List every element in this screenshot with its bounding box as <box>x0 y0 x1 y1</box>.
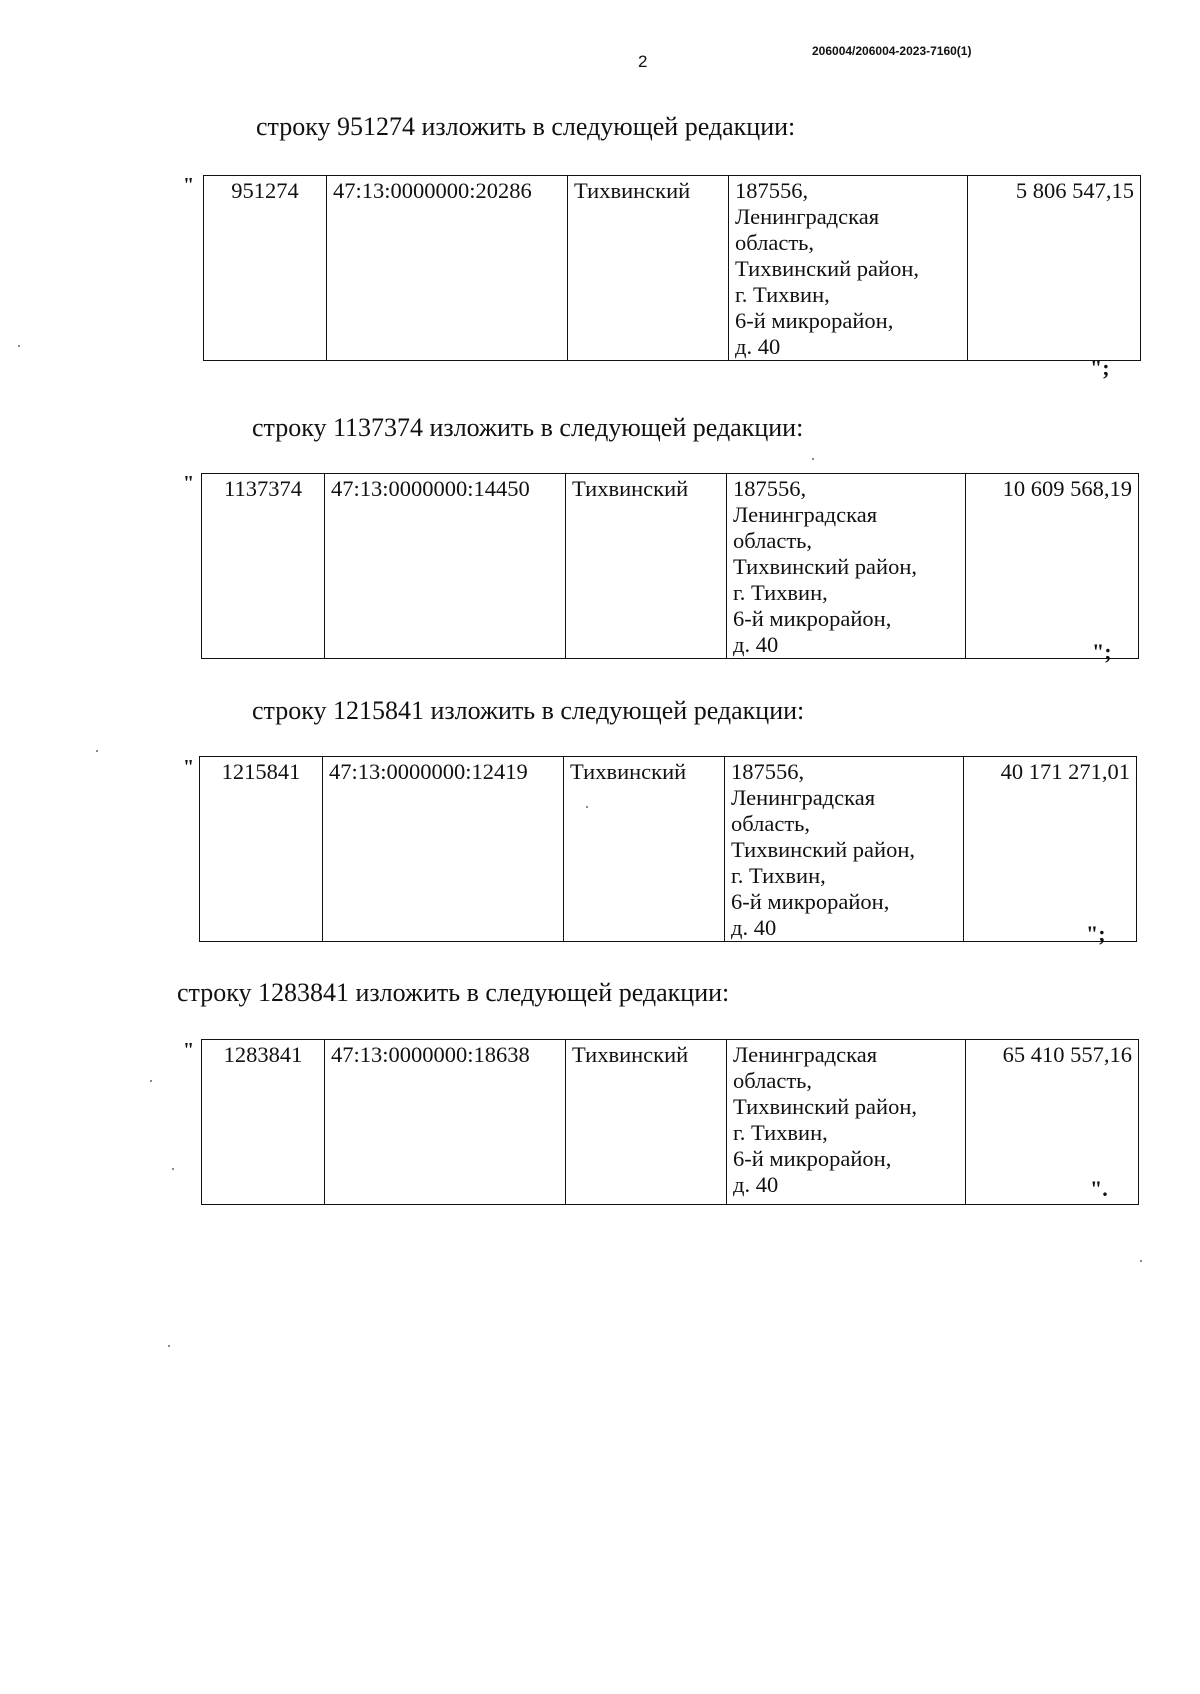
address-cell <box>727 474 966 659</box>
address-line: Ленинградская <box>733 1042 878 1067</box>
scan-speck <box>150 1080 152 1082</box>
address-line: 187556, <box>733 476 807 501</box>
address-line: г. Тихвин, <box>733 1120 828 1145</box>
address-line: 6-й микрорайон, <box>735 308 894 333</box>
open-quote: " <box>183 756 195 778</box>
address-line: Ленинградская <box>731 785 876 810</box>
address-line: г. Тихвин, <box>735 282 830 307</box>
address-line: 187556, <box>731 759 805 784</box>
section-intro: строку 1215841 изложить в следующей редакции: <box>252 696 805 725</box>
close-quote: "; <box>1086 921 1106 946</box>
table-row <box>202 474 1139 659</box>
close-quote: "; <box>1092 639 1112 664</box>
address-cell <box>725 757 964 942</box>
district-cell: Тихвинский <box>566 1040 727 1205</box>
address-line: область, <box>733 1068 813 1093</box>
scan-speck <box>18 345 20 347</box>
address-line: г. Тихвин, <box>731 863 826 888</box>
address-line: область, <box>731 811 811 836</box>
address-line: д. 40 <box>733 1172 779 1197</box>
cadastral-number-cell: 47:13:0000000:18638 <box>325 1040 566 1205</box>
register-table <box>203 175 1141 361</box>
cadastral-number-cell: 47:13:0000000:14450 <box>325 474 566 659</box>
open-quote: " <box>183 174 195 196</box>
close-quote: "; <box>1090 355 1110 380</box>
cadastral-value-cell: 10 609 568,19 <box>966 474 1139 659</box>
address-line: Ленинградская <box>735 204 880 229</box>
address-line: 6-й микрорайон, <box>733 1146 892 1171</box>
district-cell: Тихвинский <box>564 757 725 942</box>
section-intro: строку 1137374 изложить в следующей редакции: <box>252 413 804 442</box>
table-row <box>204 176 1141 361</box>
address-line: 187556, <box>735 178 809 203</box>
scan-speck <box>96 750 98 752</box>
row-number-cell: 951274 <box>204 176 327 361</box>
open-quote: " <box>183 472 195 494</box>
register-table <box>201 1039 1139 1205</box>
register-table <box>201 473 1139 659</box>
address-cell <box>727 1040 966 1205</box>
document-id: 206004/206004-2023-7160(1) <box>812 44 972 58</box>
cadastral-value-cell: 40 171 271,01 <box>964 757 1137 942</box>
scan-speck <box>168 1345 170 1347</box>
open-quote: " <box>183 1039 195 1061</box>
table-row <box>200 757 1137 942</box>
section-intro: строку 951274 изложить в следующей редакции: <box>256 112 796 141</box>
row-number-cell: 1137374 <box>202 474 325 659</box>
address-line: Тихвинский район, <box>733 1094 917 1119</box>
scan-speck <box>812 458 814 460</box>
address-line: Тихвинский район, <box>733 554 917 579</box>
address-line: Тихвинский район, <box>731 837 915 862</box>
address-line: д. 40 <box>735 334 781 359</box>
address-line: Тихвинский район, <box>735 256 919 281</box>
row-number-cell: 1283841 <box>202 1040 325 1205</box>
scan-speck <box>172 1168 174 1170</box>
address-cell <box>729 176 968 361</box>
cadastral-number-cell: 47:13:0000000:12419 <box>323 757 564 942</box>
section-intro: строку 1283841 изложить в следующей редакции: <box>177 978 730 1007</box>
address-line: г. Тихвин, <box>733 580 828 605</box>
close-quote: ". <box>1090 1176 1108 1201</box>
address-line: Ленинградская <box>733 502 878 527</box>
district-cell: Тихвинский <box>568 176 729 361</box>
district-cell: Тихвинский <box>566 474 727 659</box>
address-line: д. 40 <box>733 632 779 657</box>
address-line: область, <box>735 230 815 255</box>
address-line: 6-й микрорайон, <box>733 606 892 631</box>
address-line: д. 40 <box>731 915 777 940</box>
page-number: 2 <box>638 52 648 71</box>
cadastral-value-cell: 5 806 547,15 <box>968 176 1141 361</box>
scan-speck <box>1140 1260 1142 1262</box>
cadastral-value-cell: 65 410 557,16 <box>966 1040 1139 1205</box>
table-row <box>202 1040 1139 1205</box>
cadastral-number-cell: 47:13:0000000:20286 <box>327 176 568 361</box>
register-table <box>199 756 1137 942</box>
row-number-cell: 1215841 <box>200 757 323 942</box>
address-line: область, <box>733 528 813 553</box>
address-line: 6-й микрорайон, <box>731 889 890 914</box>
scan-speck <box>586 806 588 808</box>
